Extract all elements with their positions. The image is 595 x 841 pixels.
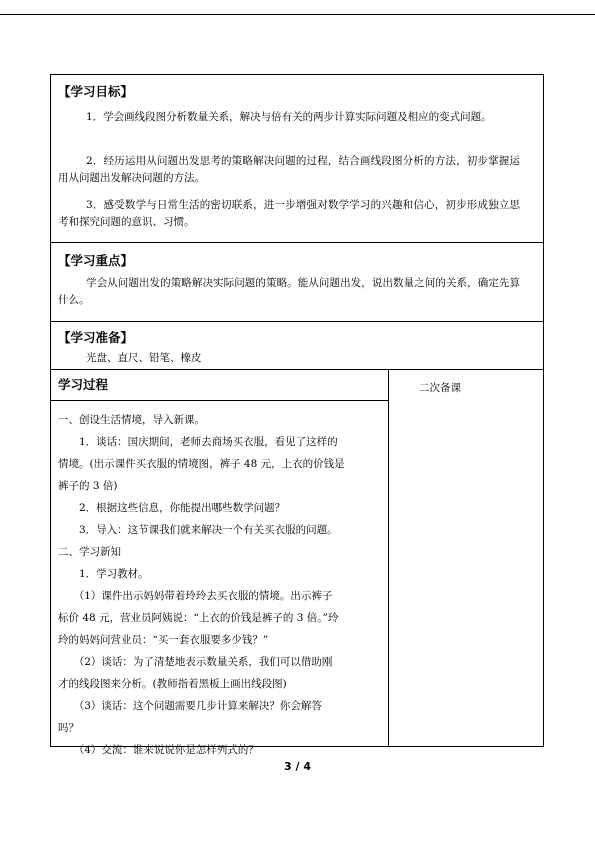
preparation-section <box>51 322 543 370</box>
page-number: 3 / 4 <box>284 760 311 773</box>
process-line: 1．谈话：国庆期间，老师去商场买衣服，看见了这样的 <box>58 436 338 448</box>
key-points-heading: 【学习重点】 <box>58 253 134 268</box>
process-line: （1）课件出示妈妈带着玲玲去买衣服的情境。出示裤子 <box>58 590 333 602</box>
process-body <box>58 409 380 761</box>
process-line: 2．根据这些信息，你能提出哪些数学问题？ <box>58 502 286 514</box>
objective-item-1: 1．学会画线段图分析数量关系，解决与倍有关的两步计算实际问题及相应的变式问题。 <box>86 111 492 123</box>
process-line: 情境。(出示课件买衣服的情境图，裤子 48 元，上衣的价钱是 <box>58 458 345 470</box>
lesson-plan-table <box>50 74 544 756</box>
objective-item-2: 2．经历运用从问题出发思考的策略解决问题的过程，结合画线段图分析的方法，初步掌握运用从问题出发解决问题的方法。 <box>58 155 520 184</box>
column-divider <box>388 370 389 747</box>
header-rule <box>0 14 595 15</box>
objective-item-3: 3．感受数学与日常生活的密切联系，进一步增强对数学学习的兴趣和信心，初步形成独立思考和探究问题的意识、习惯。 <box>58 199 520 228</box>
process-line: 吗？ <box>58 722 79 734</box>
process-line: 才的线段图来分析。(教师指着黑板上画出线段图) <box>58 678 287 690</box>
preparation-heading: 【学习准备】 <box>58 330 134 345</box>
process-line: 3．导入：这节课我们就来解决一个有关买衣服的问题。 <box>58 524 338 536</box>
process-line: （3）谈话：这个问题需要几步计算来解决？你会解答 <box>58 700 322 712</box>
objectives-section <box>51 75 543 243</box>
process-line: 一、创设生活情境，导入新课。 <box>58 414 205 426</box>
process-line: 玲的妈妈问营业员：“买一套衣服要多少钱？” <box>58 634 269 646</box>
process-line: （4）交流：谁来说说你是怎样列式的？ <box>58 744 259 756</box>
process-line: 标价 48 元，营业员阿姨说：“上衣的价钱是裤子的 3 倍。”玲 <box>58 612 339 624</box>
second-prep-label: 二次备课 <box>419 382 461 394</box>
process-heading-rule <box>51 400 389 401</box>
process-line: （2）谈话：为了清楚地表示数量关系，我们可以借助刚 <box>58 656 333 668</box>
objectives-heading: 【学习目标】 <box>58 84 134 99</box>
process-line: 裤子的 3 倍) <box>58 480 118 492</box>
preparation-text: 光盘、直尺、铅笔、橡皮 <box>86 352 202 364</box>
key-points-section <box>51 243 543 322</box>
process-heading: 学习过程 <box>58 377 109 392</box>
process-line: 二、学习新知 <box>58 546 121 558</box>
key-points-text: 学会从问题出发的策略解决实际问题的策略。能从问题出发，说出数量之间的关系，确定先算什么。 <box>58 277 520 306</box>
process-line: 1．学习教材。 <box>58 568 149 580</box>
